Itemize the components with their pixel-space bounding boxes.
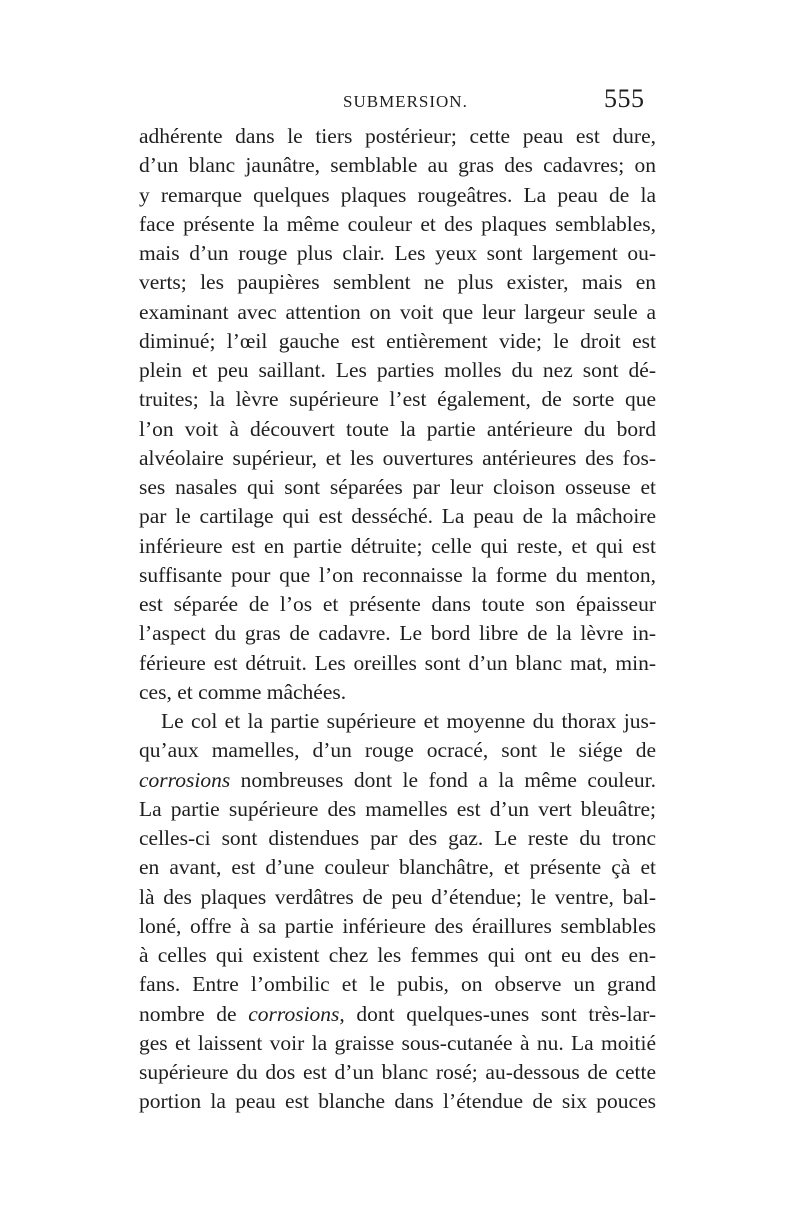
text-line: par le cartilage qui est desséché. La peau de la mâchoire [139,504,656,529]
line-text: , dont quelques-unes sont très-lar- [339,1001,656,1026]
text-line: adhérente dans le tiers postérieur; cette peau est dure, [139,124,656,148]
text-line: celles-ci sont distendues par des gaz. Le reste du tronc [139,826,656,850]
text-line: à celles qui existent chez les femmes qui ont eu des en- [139,943,656,967]
text-line: ses nasales qui sont séparées par leur cloison osseuse et [139,475,656,499]
text-line: verts; les paupières semblent ne plus exister, mais en [139,270,656,295]
text-line: alvéolaire supérieur, et les ouvertures antérieures des fos- [139,445,656,470]
line-text: nombreuses dont le fond a la même couleur. [230,767,656,792]
text-line: diminué; l’œil gauche est entièrement vide; le droit est [139,328,656,353]
line-text: nombre de [139,1001,249,1026]
italic-term: corrosions [139,767,231,792]
text-line: est séparée de l’os et présente dans toute son épaisseur [139,592,656,616]
text-line: inférieure est en partie détruite; celle qui reste, et qui est [139,533,656,558]
paragraph-end-line: ces, et comme mâchées. [139,679,347,704]
text-line: mais d’un rouge plus clair. Les yeux sont largement ou- [139,241,656,265]
text-line: là des plaques verdâtres de peu d’étendue; le ventre, bal- [139,884,656,909]
text-line-with-italic [139,1000,656,1029]
text-line-with-italic [139,766,656,795]
italic-term: corrosions [248,1001,340,1026]
text-line: l’aspect du gras de cadavre. Le bord libre de la lèvre in- [139,621,656,646]
text-line: fans. Entre l’ombilic et le pubis, on observe un grand [139,972,656,997]
text-line: d’un blanc jaunâtre, semblable au gras des cadavres; on [139,153,656,178]
text-line: truites; la lèvre supérieure l’est également, de sorte que [139,387,656,412]
text-line: loné, offre à sa partie inférieure des éraillures semblables [139,913,656,938]
text-line: suffisante pour que l’on reconnaisse la forme du menton, [139,562,656,587]
text-line: l’on voit à découvert toute la partie antérieure du bord [139,416,656,441]
text-line: en avant, est d’une couleur blanchâtre, et présente çà et [139,855,656,880]
text-line: y remarque quelques plaques rougeâtres. La peau de la [139,182,656,207]
text-line: férieure est détruit. Les oreilles sont d’un blanc mat, min- [139,650,656,675]
text-line: La partie supérieure des mamelles est d’un vert bleuâtre; [139,796,656,821]
page-number: 555 [604,84,645,113]
text-line: supérieure du dos est d’un blanc rosé; au-dessous de cette [139,1060,656,1084]
body-text [139,122,656,1117]
text-line: face présente la même couleur et des plaques semblables, [139,211,656,236]
text-line: plein et peu saillant. Les parties molles du nez sont dé- [139,358,656,382]
paragraph-start-line: Le col et la partie supérieure et moyenne du thorax jus- [161,709,656,733]
text-line: ges et laissent voir la graisse sous-cutanée à nu. La moitié [139,1030,656,1055]
text-line: examinant avec attention on voit que leur largeur seule a [139,299,656,324]
running-head: SUBMERSION. [343,92,468,111]
text-line: portion la peau est blanche dans l’étendue de six pouces [139,1089,656,1114]
text-line: qu’aux mamelles, d’un rouge ocracé, sont le siége de [139,738,656,763]
